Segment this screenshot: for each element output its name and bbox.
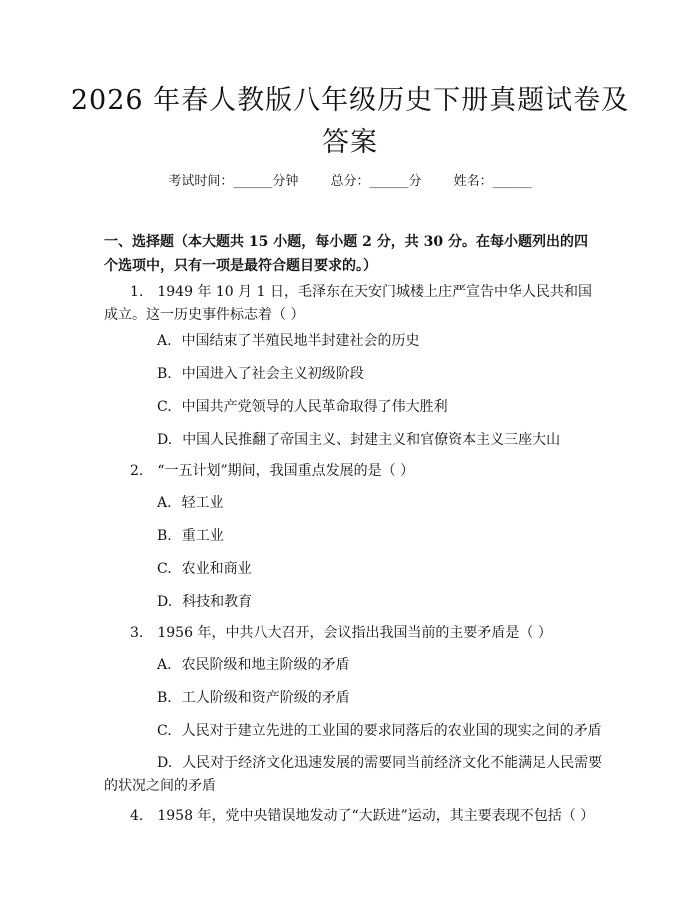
option-letter: B. — [157, 528, 172, 544]
question-2 — [104, 460, 600, 483]
question-3 — [104, 622, 600, 645]
option-text: 中国人民推翻了帝国主义、封建主义和官僚资本主义三座大山 — [182, 432, 561, 448]
option-3c — [157, 720, 604, 743]
question-number: 2. — [130, 463, 144, 479]
option-letter: D. — [157, 594, 173, 610]
option-2b — [157, 525, 604, 548]
exam-title: 2026 年春人教版八年级历史下册真题试卷及答案 — [70, 85, 630, 158]
option-letter: D. — [157, 432, 173, 448]
question-number: 3. — [130, 625, 144, 641]
option-text: 农民阶级和地主阶级的矛盾 — [181, 657, 350, 673]
question-text: 1949 年 10 月 1 日，毛泽东在天安门城楼上庄严宣告中华人民共和国成立。这一历史事件标志着（ ） — [104, 284, 592, 323]
option-1d — [157, 429, 604, 452]
question-number: 4. — [130, 808, 144, 824]
option-text: 人民对于建立先进的工业国的要求同落后的农业国的现实之间的矛盾 — [181, 723, 602, 739]
student-name-label: 姓名：______ — [453, 174, 532, 189]
question-number: 1. — [130, 284, 144, 300]
option-text: 工人阶级和资产阶级的矛盾 — [181, 690, 350, 706]
exam-info-line — [0, 170, 700, 189]
option-letter: A. — [157, 333, 172, 349]
option-letter: C. — [157, 723, 172, 739]
total-score-label: 总分：______分 — [330, 174, 422, 189]
option-text: 中国进入了社会主义初级阶段 — [181, 366, 364, 382]
option-text: 农业和商业 — [181, 561, 252, 577]
option-text: 轻工业 — [181, 495, 224, 511]
option-3b — [157, 687, 604, 710]
option-text: 中国共产党领导的人民革命取得了伟大胜利 — [181, 399, 448, 415]
question-text: 1958 年，党中央错误地发动了“大跃进”运动，其主要表现不包括（ ） — [157, 808, 595, 824]
option-text: 人民对于经济文化迅速发展的需要同当前经济文化不能满足人民需要的状况之间的矛盾 — [104, 755, 603, 794]
option-text: 重工业 — [181, 528, 224, 544]
section-heading: 一、选择题（本大题共 15 小题，每小题 2 分，共 30 分。在每小题列出的四个选项中，只有一项是最符合题目要求的。） — [104, 234, 588, 274]
question-1 — [104, 281, 600, 327]
option-letter: C. — [157, 561, 172, 577]
exam-time-label: 考试时间：______分钟 — [168, 174, 299, 189]
option-letter: B. — [157, 366, 172, 382]
option-letter: A. — [157, 495, 172, 511]
question-text: 1956 年，中共八大召开，会议指出我国当前的主要矛盾是（ ） — [157, 625, 552, 641]
option-3a — [157, 654, 604, 677]
option-2d — [157, 591, 604, 614]
option-1a — [157, 330, 604, 353]
option-text: 科技和教育 — [182, 594, 253, 610]
option-letter: D. — [157, 755, 173, 771]
option-3d — [104, 752, 604, 798]
option-1c — [157, 396, 604, 419]
option-text: 中国结束了半殖民地半封建社会的历史 — [181, 333, 420, 349]
option-letter: A. — [157, 657, 172, 673]
option-1b — [157, 363, 604, 386]
option-2a — [157, 492, 604, 515]
option-letter: C. — [157, 399, 172, 415]
option-letter: B. — [157, 690, 172, 706]
option-2c — [157, 558, 604, 581]
question-text: “一五计划”期间，我国重点发展的是（ ） — [157, 463, 415, 479]
question-4 — [104, 805, 600, 828]
